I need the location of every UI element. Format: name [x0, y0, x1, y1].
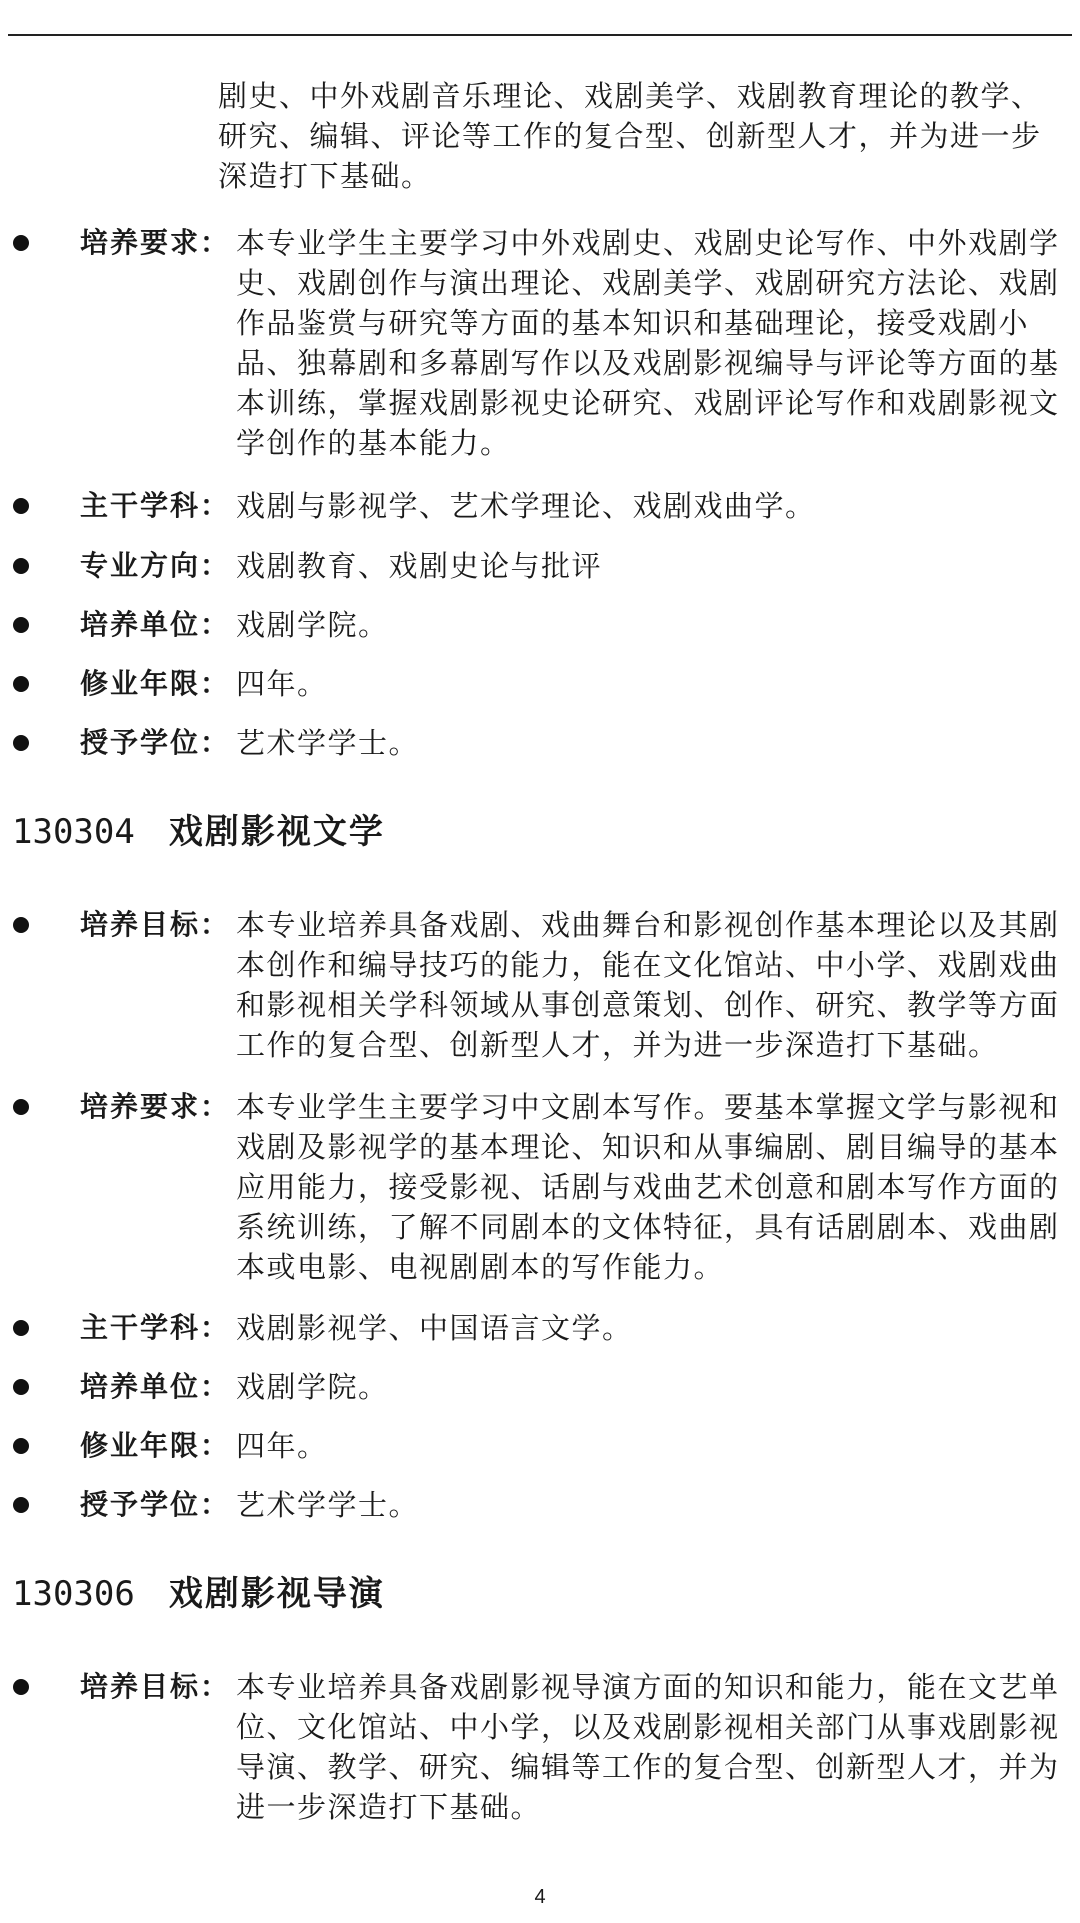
section-heading-130304: [12, 810, 385, 854]
item-text: 本专业培养具备戏剧、戏曲舞台和影视创作基本理论以及其剧本创作和编导技巧的能力，能在文化馆站、中小学、戏剧戏曲和影视相关学科领域从事创意策划、创作、研究、教学等方面工作的复合型、创新型人才，并为进一步深造打下基础。: [236, 908, 1060, 1062]
item-text: 戏剧学院。: [236, 1370, 389, 1404]
item-label: 培养要求：: [80, 1090, 231, 1123]
bullet-icon: [13, 1438, 29, 1454]
intro-paragraph: 剧史、中外戏剧音乐理论、戏剧美学、戏剧教育理论的教学、研究、编辑、评论等工作的复合型、创新型人才，并为进一步深造打下基础。: [218, 79, 1042, 193]
bullet-icon: [13, 235, 29, 251]
bullet-icon: [13, 917, 29, 933]
item-text: 艺术学学士。: [236, 1488, 420, 1522]
item-text: 戏剧影视学、中国语言文学。: [236, 1311, 633, 1345]
item-label: 培养单位：: [80, 608, 231, 641]
bullet-icon: [13, 1099, 29, 1115]
section-code: 130304: [12, 812, 135, 852]
item-label: 授予学位：: [80, 726, 231, 759]
item-label: 主干学科：: [80, 1311, 231, 1344]
item-text: 四年。: [236, 1429, 328, 1463]
item-text: 四年。: [236, 667, 328, 701]
top-rule: [8, 34, 1072, 36]
bullet-icon: [13, 676, 29, 692]
item-text: 本专业培养具备戏剧影视导演方面的知识和能力，能在文艺单位、文化馆站、中小学，以及戏剧影视相关部门从事戏剧影视导演、教学、研究、编辑等工作的复合型、创新型人才，并为进一步深造打下基础。: [236, 1670, 1060, 1824]
item-label: 培养单位：: [80, 1370, 231, 1403]
item-text: 艺术学学士。: [236, 726, 420, 760]
item-text: 本专业学生主要学习中文剧本写作。要基本掌握文学与影视和戏剧及影视学的基本理论、知识和从事编剧、剧目编导的基本应用能力，接受影视、话剧与戏曲艺术创意和剧本写作方面的系统训练，了解不同剧本的文体特征，具有话剧剧本、戏曲剧本或电影、电视剧剧本的写作能力。: [236, 1090, 1060, 1284]
item-label: 修业年限：: [80, 667, 231, 700]
item-label: 培养要求：: [80, 226, 231, 259]
item-text: 戏剧学院。: [236, 608, 389, 642]
bullet-icon: [13, 1497, 29, 1513]
item-label: 专业方向：: [80, 549, 231, 582]
section-title: 戏剧影视导演: [168, 1574, 385, 1614]
item-label: 主干学科：: [80, 489, 231, 522]
page-number: 4: [534, 1886, 546, 1908]
item-text: 戏剧教育、戏剧史论与批评: [236, 549, 603, 583]
bullet-icon: [13, 1379, 29, 1395]
bullet-icon: [13, 735, 29, 751]
item-text: 戏剧与影视学、艺术学理论、戏剧戏曲学。: [236, 489, 816, 523]
section-heading-130306: [12, 1572, 385, 1616]
item-label: 修业年限：: [80, 1429, 231, 1462]
bullet-icon: [13, 558, 29, 574]
bullet-icon: [13, 498, 29, 514]
bullet-icon: [13, 1679, 29, 1695]
item-label: 授予学位：: [80, 1488, 231, 1521]
section-title: 戏剧影视文学: [168, 812, 385, 852]
item-text: 本专业学生主要学习中外戏剧史、戏剧史论写作、中外戏剧学史、戏剧创作与演出理论、戏剧美学、戏剧研究方法论、戏剧作品鉴赏与研究等方面的基本知识和基础理论，接受戏剧小品、独幕剧和多幕剧写作以及戏剧影视编导与评论等方面的基本训练，掌握戏剧影视史论研究、戏剧评论写作和戏剧影视文学创作的基本能力。: [236, 226, 1060, 460]
bullet-icon: [13, 617, 29, 633]
item-label: 培养目标：: [80, 908, 231, 941]
section-code: 130306: [12, 1574, 135, 1614]
item-label: 培养目标：: [80, 1670, 231, 1703]
bullet-icon: [13, 1320, 29, 1336]
